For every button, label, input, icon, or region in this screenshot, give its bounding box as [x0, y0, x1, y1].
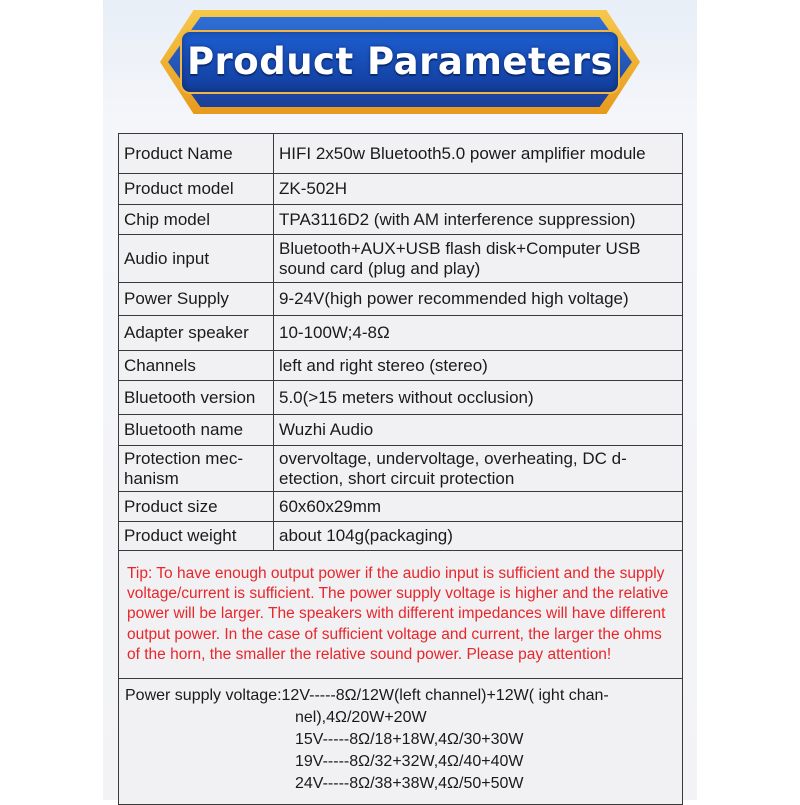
- param-value: 5.0(>15 meters without occlusion): [274, 381, 683, 415]
- supply-line: nel),4Ω/20W+20W: [295, 709, 427, 726]
- param-value: Bluetooth+AUX+USB flash disk+Computer USB sound card (plug and play): [274, 235, 683, 283]
- param-label: Product Name: [119, 134, 274, 174]
- param-label: Bluetooth version: [119, 381, 274, 415]
- table-row: [119, 235, 683, 283]
- tip-row: [119, 551, 683, 679]
- param-label: Product model: [119, 174, 274, 205]
- param-label: Power Supply: [119, 283, 274, 316]
- page-title: Product Parameters: [186, 40, 614, 83]
- title-banner: [160, 10, 640, 114]
- param-value: 10-100W;4-8Ω: [274, 316, 683, 351]
- param-value: 9-24V(high power recommended high voltage): [274, 283, 683, 316]
- param-label: Protection mec-hanism: [119, 446, 274, 492]
- table-row: [119, 446, 683, 492]
- param-label: Audio input: [119, 235, 274, 283]
- param-value: ZK-502H: [274, 174, 683, 205]
- table-row: [119, 492, 683, 522]
- param-value: TPA3116D2 (with AM interference suppression): [274, 205, 683, 235]
- param-label: Bluetooth name: [119, 415, 274, 446]
- param-label: Product size: [119, 492, 274, 522]
- param-value: about 104g(packaging): [274, 522, 683, 551]
- table-row: [119, 134, 683, 174]
- parameters-table: [118, 133, 683, 805]
- supply-row: [119, 679, 683, 805]
- param-value: left and right stereo (stereo): [274, 351, 683, 381]
- param-label: Channels: [119, 351, 274, 381]
- param-label: Product weight: [119, 522, 274, 551]
- table-row: [119, 415, 683, 446]
- table-row: [119, 522, 683, 551]
- table-row: [119, 381, 683, 415]
- table-row: [119, 283, 683, 316]
- param-label: Chip model: [119, 205, 274, 235]
- table-row: [119, 174, 683, 205]
- table-row: [119, 205, 683, 235]
- table-row: [119, 316, 683, 351]
- supply-voltage-cell: [119, 679, 683, 805]
- supply-line: 15V-----8Ω/18+18W,4Ω/30+30W: [295, 731, 524, 748]
- param-value: 60x60x29mm: [274, 492, 683, 522]
- param-value: overvoltage, undervoltage, overheating, DC d-etection, short circuit protection: [274, 446, 683, 492]
- supply-line: Power supply voltage:12V-----8Ω/12W(left channel)+12W( ight chan-: [125, 687, 609, 704]
- param-value: HIFI 2x50w Bluetooth5.0 power amplifier module: [274, 134, 683, 174]
- table-row: [119, 351, 683, 381]
- supply-line: 24V-----8Ω/38+38W,4Ω/50+50W: [295, 775, 524, 792]
- tip-text: Tip: To have enough output power if the audio input is sufficient and the supply voltage/current is sufficient. The power supply voltage is higher and the relative power will be larger. The speakers with different impedances will have different output power. In the case of sufficient voltage and current, the larger the ohms of the horn, the smaller the relative sound power. Please pay attention!: [119, 551, 683, 679]
- param-value: Wuzhi Audio: [274, 415, 683, 446]
- supply-line: 19V-----8Ω/32+32W,4Ω/40+40W: [295, 753, 524, 770]
- param-label: Adapter speaker: [119, 316, 274, 351]
